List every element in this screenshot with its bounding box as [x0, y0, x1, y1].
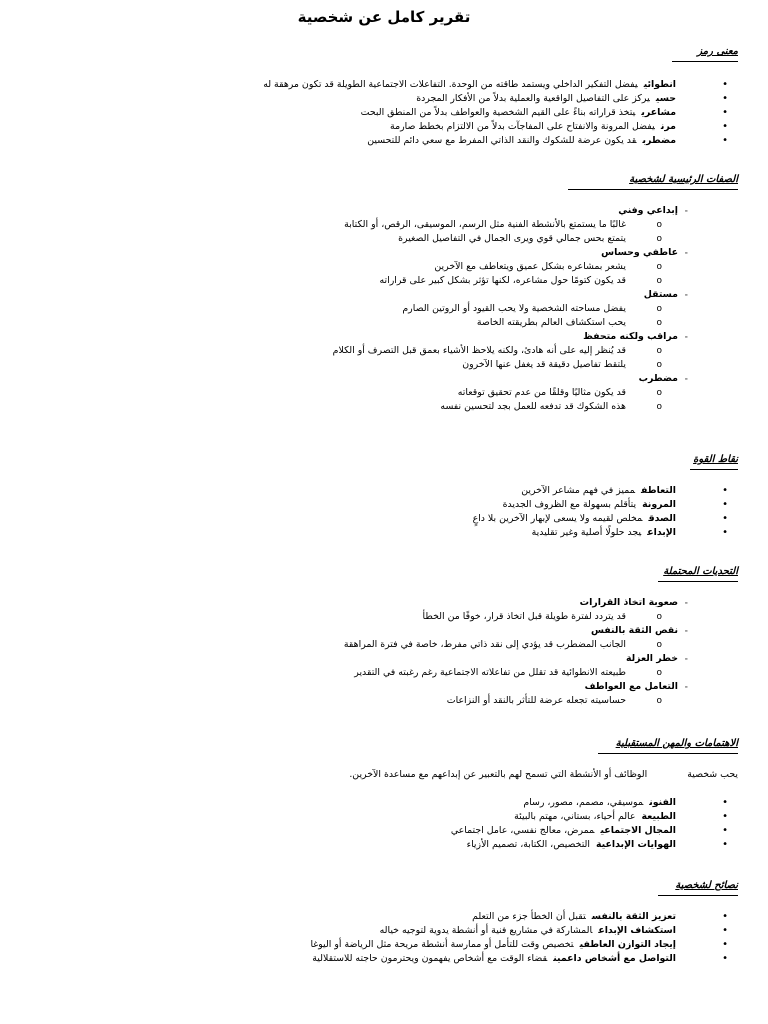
bullet-list [38, 78, 738, 148]
sub-item: o يشعر بمشاعره بشكل عميق ويتعاطف مع الآخرين [38, 260, 626, 274]
list-item: • مشاعرييتخذ قراراته بناءً على القيم الشخصية والعواطف بدلاً من المنطق البحت [38, 106, 676, 120]
sub-item: o الجانب المضطرب قد يؤدي إلى نقد ذاتي مفرط، خاصة في فترة المراهقة [38, 638, 626, 652]
sub-item: o طبيعته الانطوائية قد تقلل من تفاعلاته الاجتماعية رغم رغبته في التقدير [38, 666, 626, 680]
intro-paragraph: يحب شخصيةالوظائف أو الأنشطة التي تسمح لهم بالتعبير عن إبداعهم مع مساعدة الآخرين. [349, 769, 738, 780]
list-item: • المرونةيتأقلم بسهولة مع الظروف الجديدة [38, 498, 676, 512]
section-divider [658, 581, 738, 582]
category-item: - مضطرب o قد يكون مثاليًا وقلقًا من عدم تحقيق توقعاته o هذه الشكوك قد تدفعه للعمل بجد لتحسين نفسه [38, 372, 678, 414]
category-item: - مراقب ولكنه متحفظ o قد يُنظر إليه على أنه هادئ، ولكنه يلاحظ الأشياء بعمق قبل التصرف أو الكلام o يلتقط تفاصيل دقيقة قد يغفل عنها الآخرون [38, 330, 678, 372]
list-item: • الفنونموسيقي، مصمم، مصور، رسام [38, 796, 676, 810]
bullet-list [38, 484, 738, 540]
list-item: • الصدقمخلص لقيمه ولا يسعى لإبهار الآخرين بلا داعٍ [38, 512, 676, 526]
section-divider [658, 895, 738, 896]
list-item: • الهوايات الإبداعيةالتخصيص، الكتابة، تصميم الأزياء [38, 838, 676, 852]
section-divider [672, 61, 738, 62]
section-symbol-meaning [38, 46, 738, 148]
section-heading: الاهتمامات والمهن المستقبلية [615, 738, 738, 749]
section-heading: معنى رمز [697, 46, 738, 57]
sub-item: o يفضل مساحته الشخصية ولا يحب القيود أو الروتين الصارم [38, 302, 626, 316]
section-divider [568, 189, 738, 190]
section-divider [598, 753, 738, 754]
sub-item: o يحب استكشاف العالم بطريقته الخاصة [38, 316, 626, 330]
section-interests [38, 738, 738, 852]
list-item: • تعزيز الثقة بالنفستقبل أن الخطأ جزء من التعلم [38, 910, 676, 924]
list-item: • التواصل مع أشخاص داعمينقضاء الوقت مع أشخاص يفهمون ويحترمون حاجته للاستقلالية [38, 952, 676, 966]
section-divider [690, 469, 738, 470]
sub-item: o قد يُنظر إليه على أنه هادئ، ولكنه يلاحظ الأشياء بعمق قبل التصرف أو الكلام [38, 344, 626, 358]
sub-item: o قد يتردد لفترة طويلة قبل اتخاذ قرار، خوفًا من الخطأ [38, 610, 626, 624]
section-heading: نقاط القوة [693, 454, 738, 465]
category-item: - إبداعي وفني o غالبًا ما يستمتع بالأنشطة الفنية مثل الرسم، الموسيقى، الرقص، أو الكتابة o يتمتع بحس جمالي قوي ويرى الجمال في التفاصيل الصغيرة [38, 204, 678, 246]
section-strengths [38, 454, 738, 540]
list-item: • إيجاد التوازن العاطفيتخصيص وقت للتأمل أو ممارسة أنشطة مريحة مثل الرياضة أو اليوغا [38, 938, 676, 952]
category-item: - عاطفي وحساس o يشعر بمشاعره بشكل عميق ويتعاطف مع الآخرين o قد يكون كتومًا حول مشاعره، لكنها تؤثر بشكل كبير على قراراته [38, 246, 678, 288]
list-item: • مرنيفضل المرونة والانفتاح على المفاجآت بدلاً من الالتزام بخطط صارمة [38, 120, 676, 134]
sub-item: o قد يكون كتومًا حول مشاعره، لكنها تؤثر بشكل كبير على قراراته [38, 274, 626, 288]
section-heading: التحديات المحتملة [663, 566, 738, 577]
list-item: • مضطربقد يكون عرضة للشكوك والنقد الذاتي المفرط مع سعي دائم للتحسين [38, 134, 676, 148]
category-list [38, 204, 738, 414]
list-item: • الإبداعيجد حلولًا أصلية وغير تقليدية [38, 526, 676, 540]
section-challenges [38, 566, 738, 708]
section-main-traits [38, 174, 738, 414]
category-item: - صعوبة اتخاذ القرارات o قد يتردد لفترة طويلة قبل اتخاذ قرار، خوفًا من الخطأ [38, 596, 678, 624]
category-item: - مستقل o يفضل مساحته الشخصية ولا يحب القيود أو الروتين الصارم o يحب استكشاف العالم بطريقته الخاصة [38, 288, 678, 330]
list-item: • انطوائييفضل التفكير الداخلي ويستمد طاقته من الوحدة. التفاعلات الاجتماعية الطويلة قد تكون مرهقة له [38, 78, 676, 92]
list-item: • استكشاف الإبداعالمشاركة في مشاريع فنية أو أنشطة يدوية لتوجيه خياله [38, 924, 676, 938]
sub-item: o هذه الشكوك قد تدفعه للعمل بجد لتحسين نفسه [38, 400, 626, 414]
sub-item: o يتمتع بحس جمالي قوي ويرى الجمال في التفاصيل الصغيرة [38, 232, 626, 246]
bullet-list [38, 796, 738, 852]
bullet-list [38, 910, 738, 966]
list-item: • التعاطفمميز في فهم مشاعر الآخرين [38, 484, 676, 498]
category-list [38, 596, 738, 708]
page-title: تقرير كامل عن شخصية [297, 8, 471, 26]
sub-item: o حساسيته تجعله عرضة للتأثر بالنقد أو النزاعات [38, 694, 626, 708]
list-item: • المجال الاجتماعيممرض، معالج نفسي، عامل اجتماعي [38, 824, 676, 838]
sub-item: o غالبًا ما يستمتع بالأنشطة الفنية مثل الرسم، الموسيقى، الرقص، أو الكتابة [38, 218, 626, 232]
list-item: • حسييركز على التفاصيل الواقعية والعملية بدلاً من الأفكار المجردة [38, 92, 676, 106]
section-advice [38, 880, 738, 966]
category-item: - نقص الثقة بالنفس o الجانب المضطرب قد يؤدي إلى نقد ذاتي مفرط، خاصة في فترة المراهقة [38, 624, 678, 652]
list-item: • الطبيعةعالم أحياء، بستاني، مهتم بالبيئة [38, 810, 676, 824]
section-heading: نصائح لشخصية [675, 880, 738, 891]
sub-item: o قد يكون مثاليًا وقلقًا من عدم تحقيق توقعاته [38, 386, 626, 400]
category-item: - خطر العزلة o طبيعته الانطوائية قد تقلل من تفاعلاته الاجتماعية رغم رغبته في التقدير [38, 652, 678, 680]
section-heading: الصفات الرئيسية لشخصية [629, 174, 738, 185]
sub-item: o يلتقط تفاصيل دقيقة قد يغفل عنها الآخرون [38, 358, 626, 372]
category-item: - التعامل مع العواطف o حساسيته تجعله عرضة للتأثر بالنقد أو النزاعات [38, 680, 678, 708]
